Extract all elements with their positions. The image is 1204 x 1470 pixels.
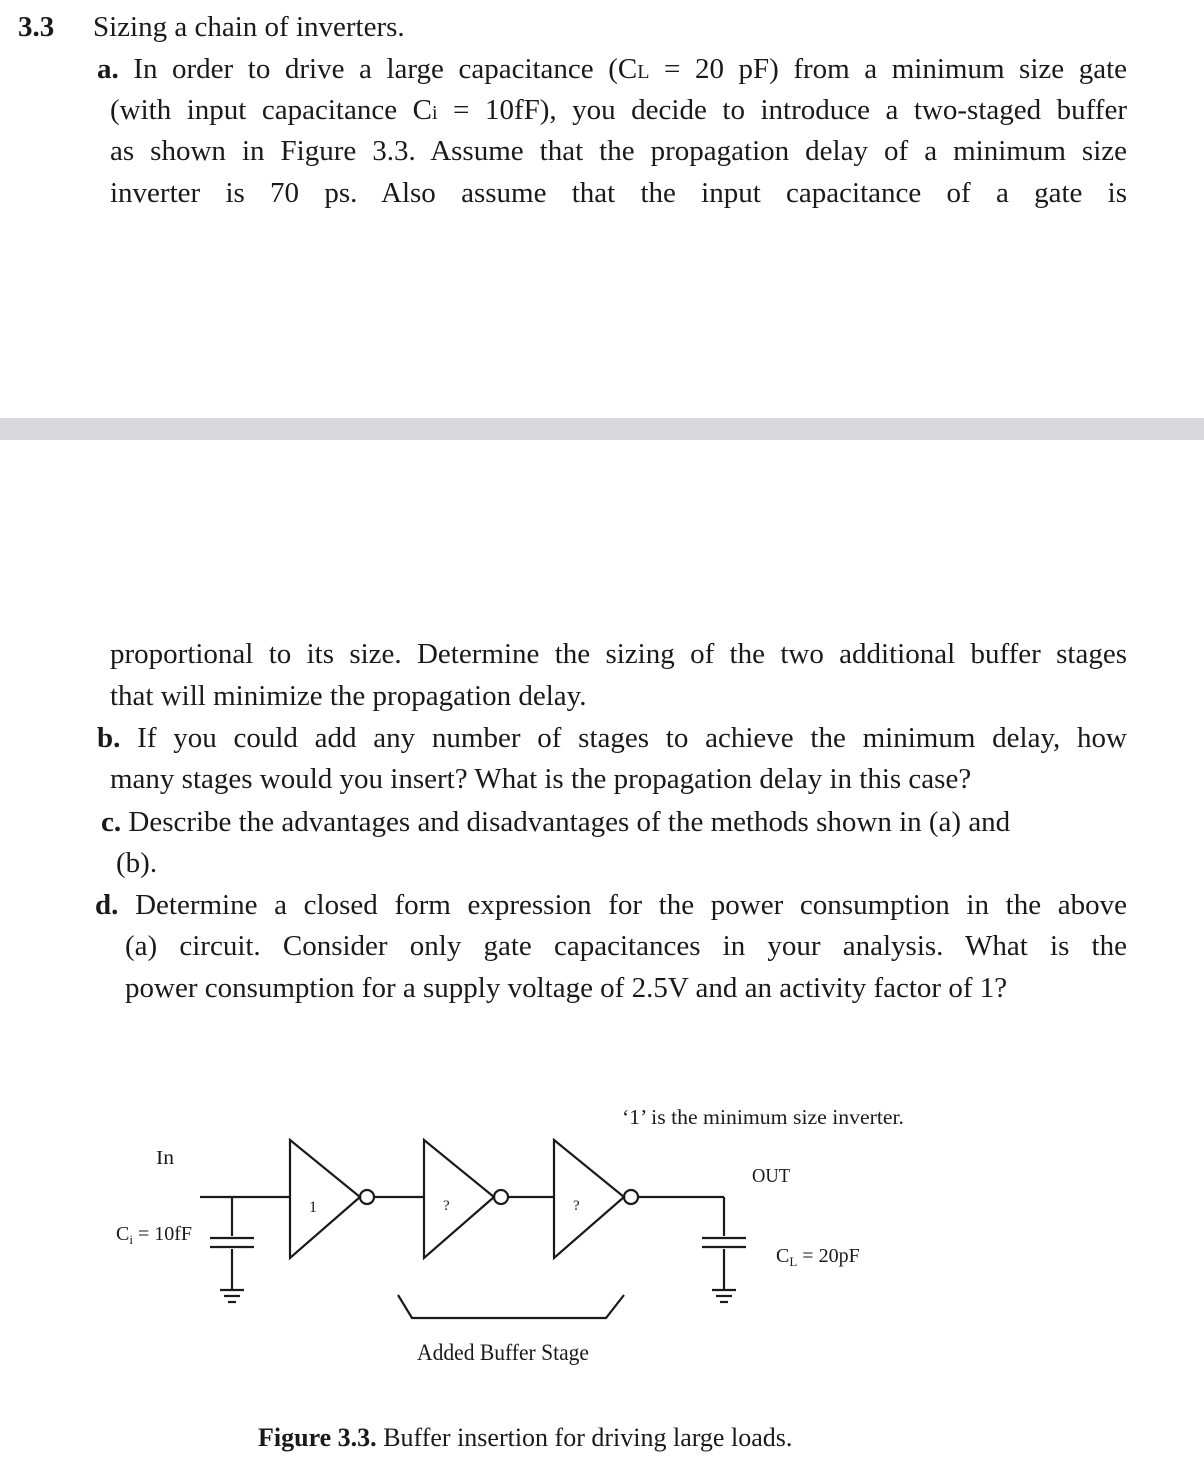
part-a-line-4: inverter is 70 ps. Also assume that the input capacitance of a gate is <box>110 177 1127 209</box>
inverter-3-size: ? <box>573 1198 580 1214</box>
inverter-3-bubble <box>624 1190 638 1204</box>
inverter-1-bubble <box>360 1190 374 1204</box>
buffer-chain-diagram <box>0 1060 1204 1470</box>
part-c-line-2: (b). <box>116 847 158 879</box>
inverter-2-size: ? <box>443 1198 450 1214</box>
part-a-line-3: as shown in Figure 3.3. Assume that the propagation delay of a minimum size <box>110 135 1127 167</box>
part-d-label: d. <box>95 889 119 921</box>
problem-title: Sizing a chain of inverters. <box>93 11 405 43</box>
part-d-line-1: d. Determine a closed form expression for the power consumption in the above <box>95 889 1127 921</box>
figure-caption: Figure 3.3. Buffer insertion for driving large loads. <box>258 1423 793 1452</box>
minimum-size-note: ‘1’ is the minimum size inverter. <box>622 1105 904 1129</box>
added-stage-bracket <box>398 1295 624 1318</box>
ci-label: $C_i = 10fF$ <box>116 1223 193 1247</box>
part-c-label: c. <box>101 806 122 838</box>
cl-label: $C_L = 20pF$ <box>776 1245 860 1269</box>
part-c-line-1: c. Describe the advantages and disadvantages of the methods shown in (a) and <box>101 806 1011 838</box>
inverter-3 <box>554 1140 624 1258</box>
inverter-1-size: 1 <box>309 1199 317 1216</box>
inverter-2 <box>424 1140 494 1258</box>
part-a-line-2: (with input capacitance Ci = 10fF), you decide to introduce a two-staged buffer <box>110 94 1127 126</box>
page-separator <box>0 418 1204 440</box>
part-b-line-1: b. If you could add any number of stages to achieve the minimum delay, how <box>97 722 1128 754</box>
in-label: In <box>156 1147 174 1169</box>
added-buffer-stage-label: Added Buffer Stage <box>417 1340 589 1365</box>
part-d-line-3: power consumption for a supply voltage of 2.5V and an activity factor of 1? <box>125 972 1008 1004</box>
part-a-line-1: a. In order to drive a large capacitance (CL = 20 pF) from a minimum size gate <box>97 53 1128 85</box>
part-d-line-2: (a) circuit. Consider only gate capacitances in your analysis. What is the <box>125 930 1127 962</box>
inverter-1 <box>290 1140 360 1258</box>
inverter-2-bubble <box>494 1190 508 1204</box>
part-b-line-2: many stages would you insert? What is the propagation delay in this case? <box>110 763 972 795</box>
out-label: OUT <box>752 1165 790 1187</box>
part-a-label: a. <box>97 53 119 85</box>
part-a-line-5: proportional to its size. Determine the sizing of the two additional buffer stages <box>110 638 1127 670</box>
part-b-label: b. <box>97 722 121 754</box>
part-a-line-6: that will minimize the propagation delay. <box>110 680 587 712</box>
problem-number: 3.3 <box>18 11 55 43</box>
